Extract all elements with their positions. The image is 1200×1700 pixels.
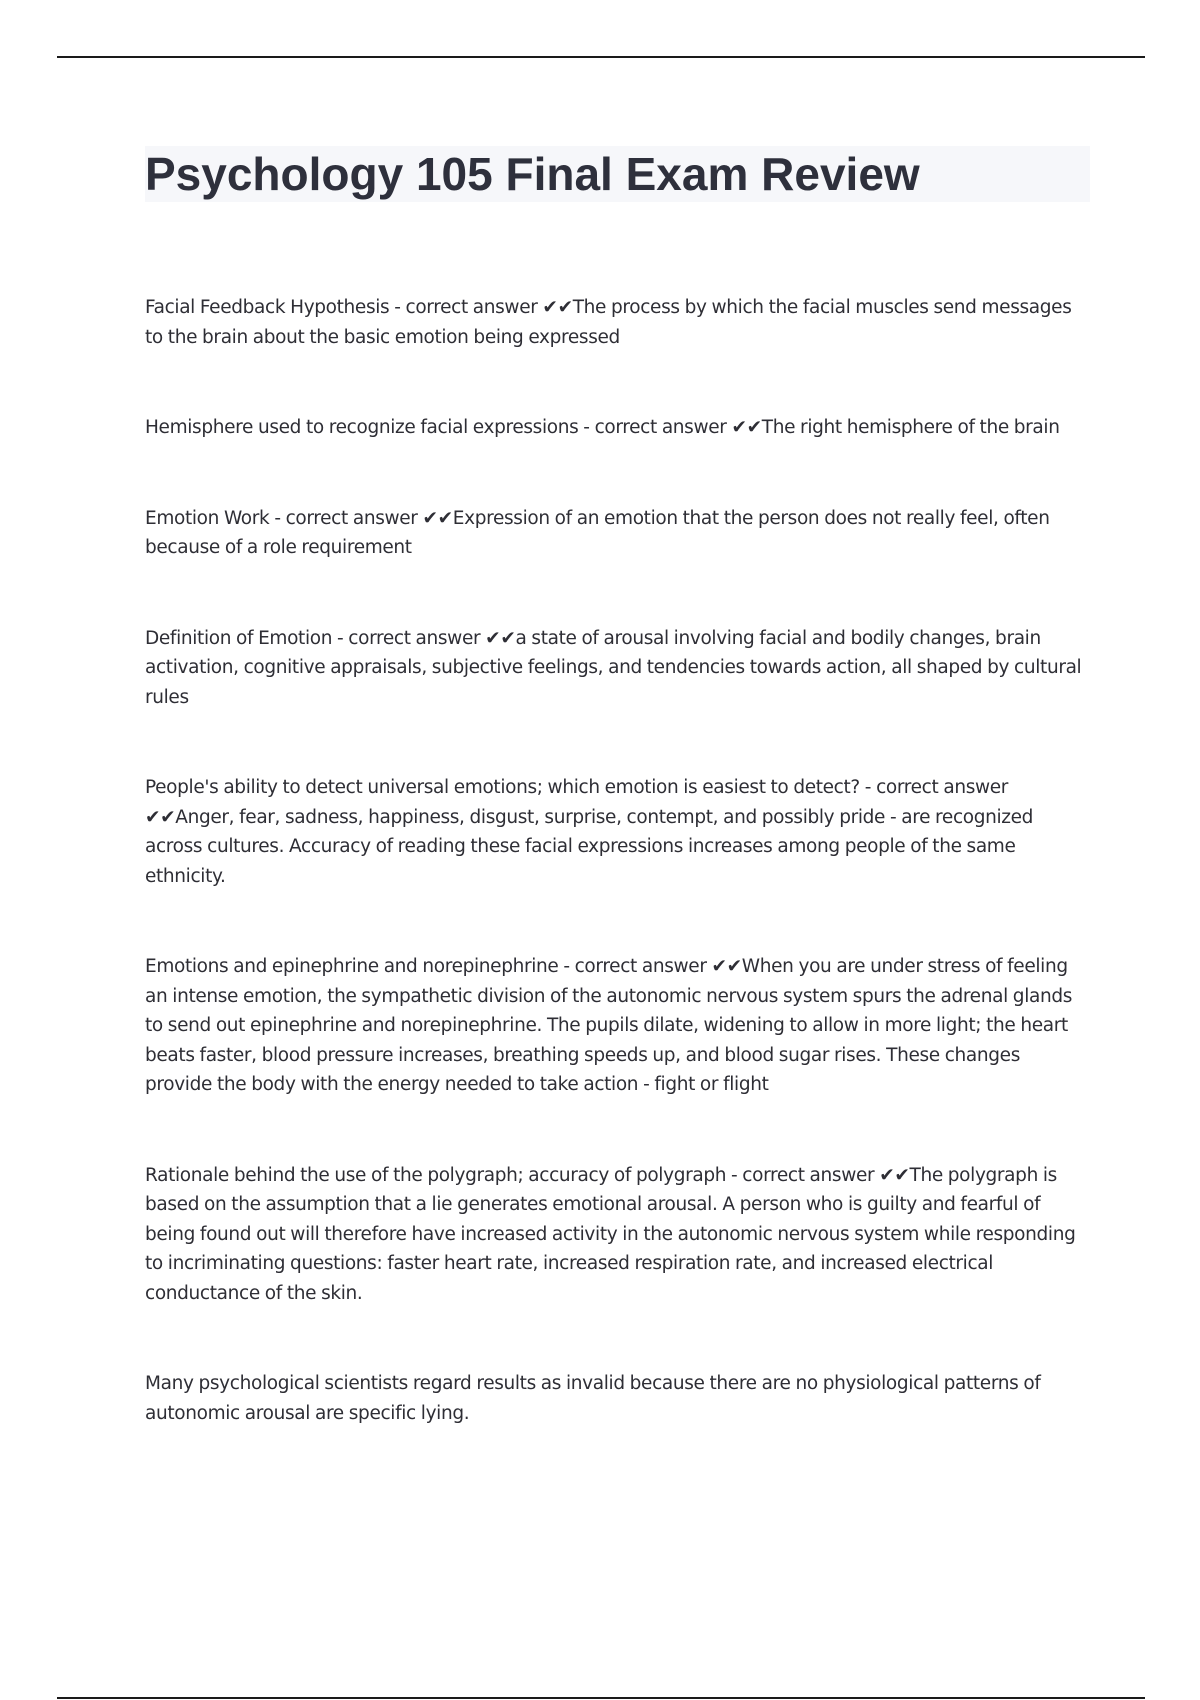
entry-emotion-work: Emotion Work - correct answer ✔✔Expression of an emotion that the person does not really feel, often because of a role requirement	[145, 507, 1050, 558]
entry-list	[145, 293, 1090, 1489]
entry-facial-feedback: Facial Feedback Hypothesis - correct answer ✔✔The process by which the facial muscles send messages to the brain about the basic emotion being expressed	[145, 297, 1072, 348]
entry-definition-of-emotion: Definition of Emotion - correct answer ✔✔a state of arousal involving facial and bodily changes, brain activation, cognitive appraisals, subjective feelings, and tendencies towards action, all shaped by cultural rules	[145, 627, 1082, 708]
entry-hemisphere: Hemisphere used to recognize facial expressions - correct answer ✔✔The right hemisphere of the brain	[145, 417, 1060, 438]
entry-polygraph: Rationale behind the use of the polygraph; accuracy of polygraph - correct answer ✔✔The polygraph is based on the assumption that a lie generates emotional arousal. A person who is guilty and fearful of being found out will therefore have increased activity in the autonomic nervous system while responding to incriminating questions: faster heart rate, increased respiration rate, and increased electrical conductance of the skin.	[145, 1164, 1076, 1304]
page-title: Psychology 105 Final Exam Review	[145, 148, 920, 200]
top-divider	[57, 56, 1145, 58]
entry-epinephrine: Emotions and epinephrine and norepinephrine - correct answer ✔✔When you are under stress of feeling an intense emotion, the sympathetic division of the autonomic nervous system spurs the adrenal glands to send out epinephrine and norepinephrine. The pupils dilate, widening to allow in more light; the heart beats faster, blood pressure increases, breathing speeds up, and blood sugar rises. These changes provide the body with the energy needed to take action - fight or flight	[145, 956, 1073, 1095]
entry-polygraph-validity: Many psychological scientists regard results as invalid because there are no physiological patterns of autonomic arousal are specific lying.	[145, 1373, 1041, 1424]
bottom-divider	[57, 1697, 1145, 1699]
entry-universal-emotions: People's ability to detect universal emotions; which emotion is easiest to detect? - correct answer ✔✔Anger, fear, sadness, happiness, disgust, surprise, contempt, and possibly pride - are recognized across cultures. Accuracy of reading these facial expressions increases among people of the same ethnicity.	[145, 777, 1034, 887]
